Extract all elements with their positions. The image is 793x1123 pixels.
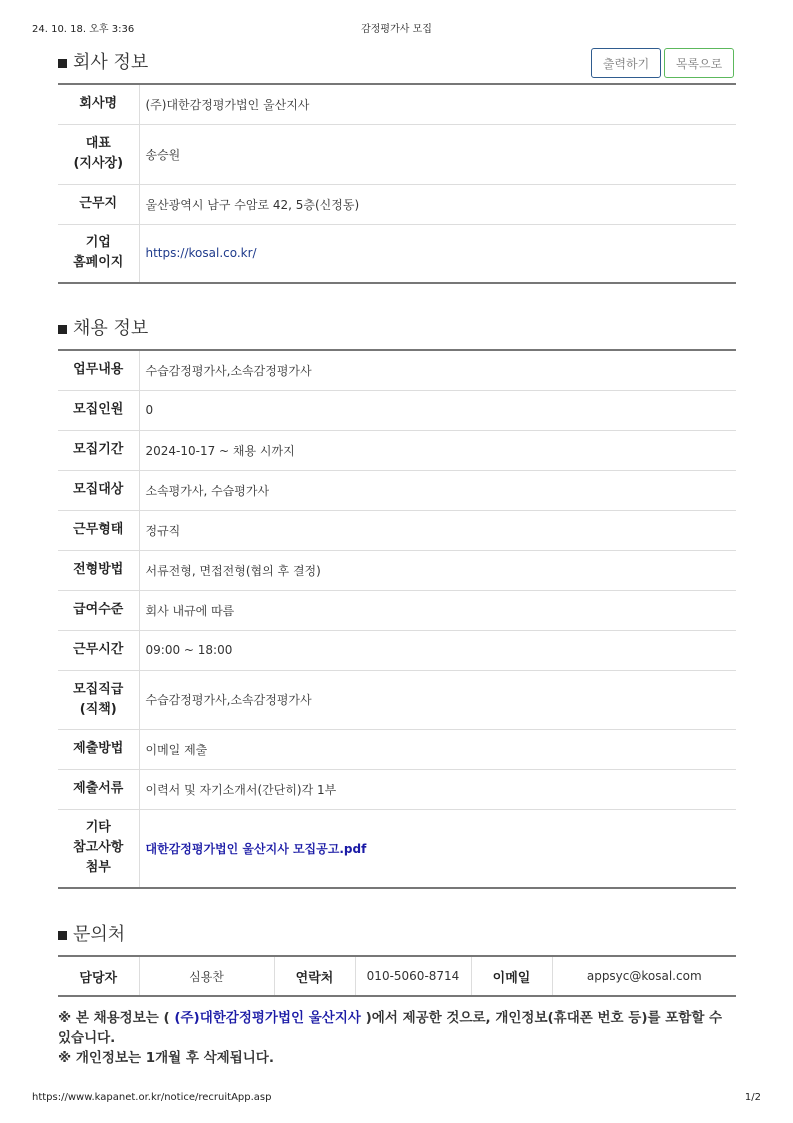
homepage-link[interactable]: https://kosal.co.kr/ [145,246,257,261]
row-label: 근무시간 [58,630,139,670]
page-number: 1/2 [744,1092,761,1103]
print-header [32,20,761,34]
list-button[interactable]: 목록으로 [664,48,734,78]
company-section-title: 회사 정보 [58,48,148,74]
row-value: 수습감정평가사,소속감정평가사 [139,670,736,729]
bullet-square-icon [58,931,67,940]
row-value: 이메일 제출 [139,729,736,769]
table-row [58,390,736,430]
email-label: 이메일 [471,956,552,996]
table-row [58,430,736,470]
row-label: 근무지 [58,184,139,224]
company-name-value: (주)대한감정평가법인 울산지사 [139,84,736,124]
person-value: 심용찬 [139,956,274,996]
recruit-info-table [58,349,736,889]
attachment-cell [139,809,736,888]
bullet-square-icon [58,325,67,334]
row-value: 2024-10-17 ~ 채용 시까지 [139,430,736,470]
notice-company: (주)대한감정평가법인 울산지사 [174,1010,361,1026]
table-row [58,956,736,996]
row-label: 모집대상 [58,470,139,510]
table-row [58,184,736,224]
ceo-value: 송승원 [139,124,736,184]
attachment-link[interactable]: 대한감정평가법인 울산지사 모집공고.pdf [145,841,367,856]
email-value: appsyc@kosal.com [586,969,702,983]
row-label: 업무내용 [58,350,139,390]
row-value: 수습감정평가사,소속감정평가사 [139,350,736,390]
notice-line-2: ※ 개인정보는 1개월 후 삭제됩니다. [58,1050,274,1066]
contact-section-title: 문의처 [58,920,125,946]
print-page-title: 감정평가사 모집 [361,24,432,35]
table-row [58,550,736,590]
table-row [58,124,736,184]
table-row [58,224,736,283]
phone-value: 010-5060-8714 [355,956,471,996]
row-label: 근무형태 [58,510,139,550]
row-value: 서류전형, 면접전형(협의 후 결정) [139,550,736,590]
row-value: 0 [139,390,736,430]
row-label: 대표 (지사장) [58,124,139,184]
notice-line-1: ※ 본 채용정보는 ( (주)대한감정평가법인 울산지사 )에서 제공한 것으로, 개인정보(휴대폰 번호 등)를 포함할 수 있습니다. [58,1010,723,1046]
table-row [58,470,736,510]
row-label: 제출서류 [58,769,139,809]
row-label: 전형방법 [58,550,139,590]
row-label: 회사명 [58,84,139,124]
row-value: 소속평가사, 수습평가사 [139,470,736,510]
row-value: 정규직 [139,510,736,550]
table-row [58,809,736,888]
row-label: 모집인원 [58,390,139,430]
row-label: 모집기간 [58,430,139,470]
print-date: 24. 10. 18. 오후 3:36 [32,24,135,35]
table-row [58,729,736,769]
print-footer [32,1092,761,1106]
privacy-notice [58,1008,738,1068]
table-row [58,350,736,390]
recruit-section-title: 채용 정보 [58,314,148,340]
contact-table [58,955,736,997]
table-row [58,769,736,809]
row-value: 09:00 ~ 18:00 [139,630,736,670]
table-row [58,630,736,670]
row-label: 기업 홈페이지 [58,224,139,283]
table-row [58,670,736,729]
table-row [58,590,736,630]
print-url: https://www.kapanet.or.kr/notice/recruitApp.asp [32,1092,272,1103]
bullet-square-icon [58,59,67,68]
row-label: 모집직급 (직책) [58,670,139,729]
row-label: 급여수준 [58,590,139,630]
person-label: 담당자 [58,956,139,996]
row-label: 기타 참고사항 첨부 [58,809,139,888]
print-button[interactable]: 출력하기 [591,48,661,78]
table-row [58,510,736,550]
row-label: 제출방법 [58,729,139,769]
row-value: 이력서 및 자기소개서(간단히)각 1부 [139,769,736,809]
workplace-value: 울산광역시 남구 수암로 42, 5층(신정동) [139,184,736,224]
phone-label: 연락처 [274,956,355,996]
table-row [58,84,736,124]
homepage-cell [139,224,736,283]
company-info-table [58,83,736,284]
row-value: 회사 내규에 따름 [139,590,736,630]
